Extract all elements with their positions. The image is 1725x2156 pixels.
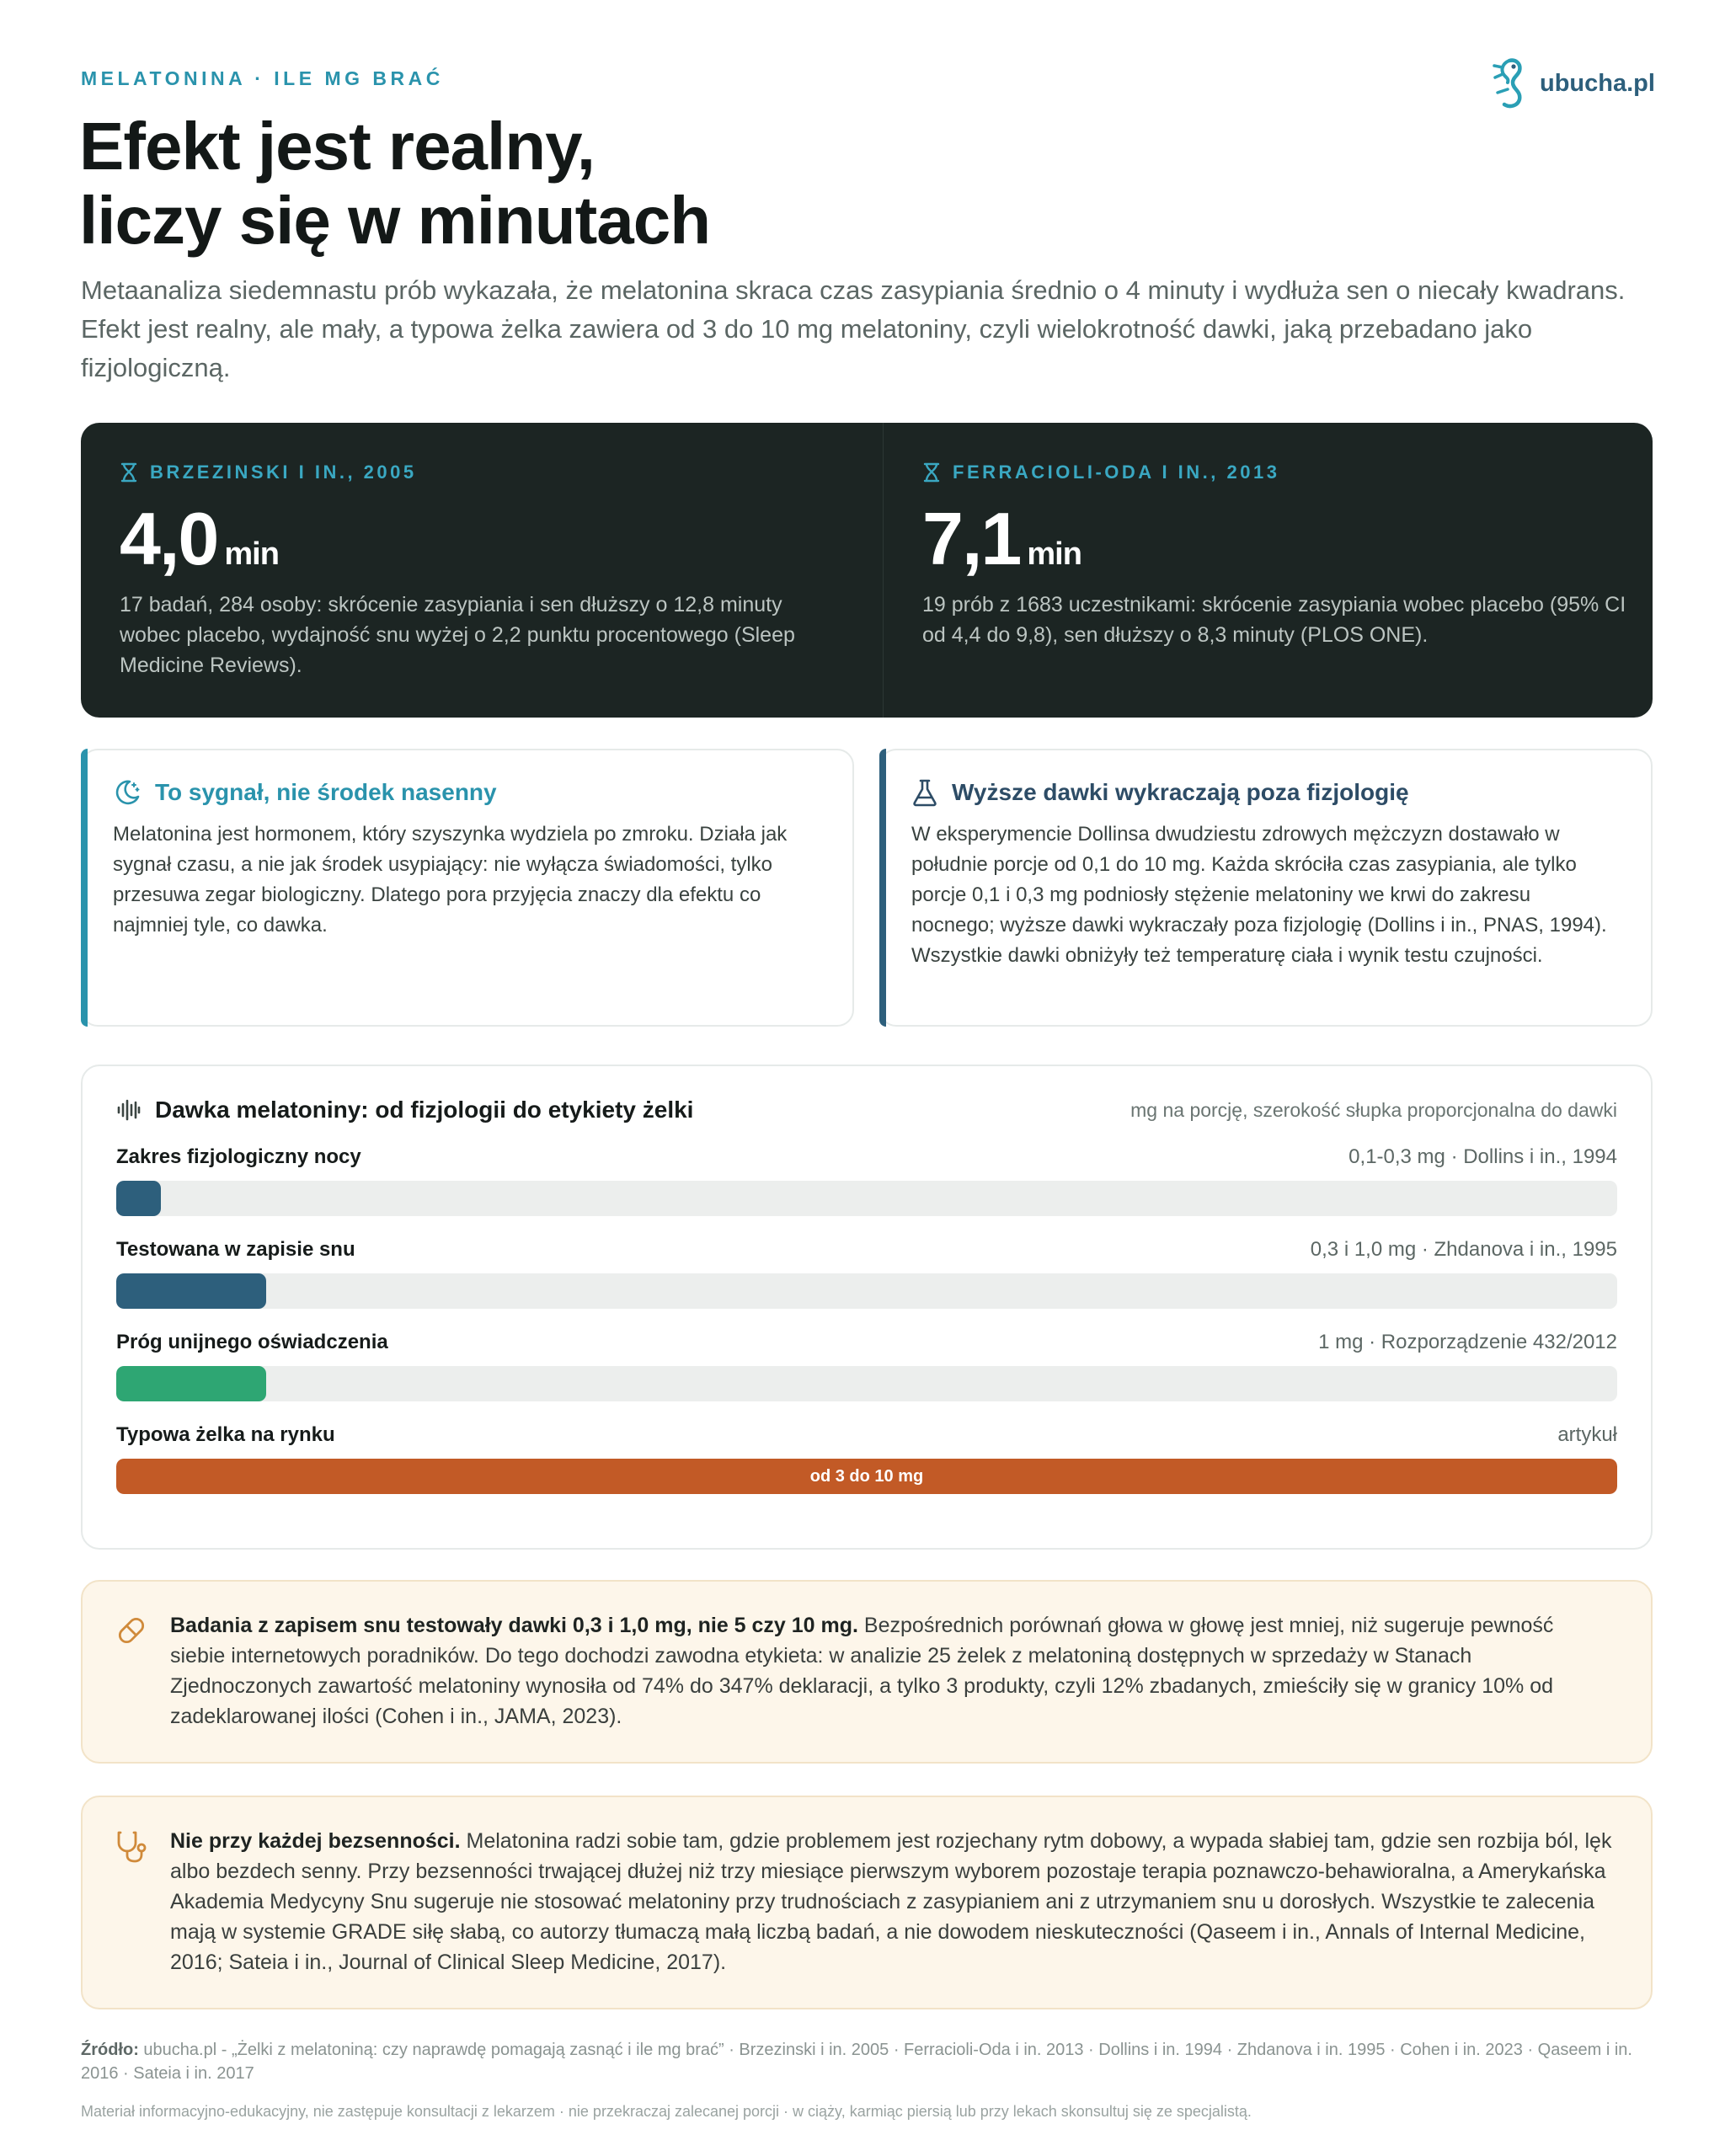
seahorse-logo-icon	[1487, 56, 1528, 111]
pill-icon	[115, 1614, 148, 1647]
dose-row-meta: artykuł	[1557, 1423, 1617, 1446]
stat-number: 7,1	[922, 497, 1021, 580]
stat-description: 19 prób z 1683 uczestnikami: skrócenie zasypiania wobec placebo (95% CI od 4,4 do 9,8), sen dłuższy o 8,3 minuty (PLOS ONE).	[922, 593, 1626, 647]
stat-value	[120, 499, 844, 579]
stat-card-brzezinski	[81, 423, 883, 718]
dose-chart-header	[116, 1097, 1617, 1123]
stat-label	[922, 462, 1647, 483]
callout-body: Bezpośrednich porównań głowa w głowę jest mniej, niż sugeruje pewność siebie internetowych poradników. Do tego dochodzi zawodna etykieta: w analizie 25 żelek z melatoniną dostępnych w sprzedaży w Stanach Zjednoczonych zawartość melatoniny wynosiła od 74% do 347% deklaracji, a tylko 3 produkty, czyli 12% zbadanych, zmieściły się w granicy 10% od zadeklarowanej ilości (Cohen i in., JAMA, 2023).	[170, 1614, 1554, 1728]
dose-bar-fill	[116, 1273, 266, 1309]
dose-row-label: Typowa żelka na rynku	[116, 1423, 335, 1446]
info-card-title	[113, 776, 819, 809]
moon-icon	[113, 778, 142, 807]
dose-bar-track	[116, 1366, 1617, 1401]
title-line-1: Efekt jest realny,	[79, 109, 595, 184]
stat-card-ferracioli	[883, 423, 1653, 718]
info-card-title	[911, 776, 1617, 809]
dose-bar-label	[116, 1366, 266, 1401]
callout-lead: Nie przy każdej bezsenności.	[170, 1829, 461, 1853]
dose-chart-note: mg na porcję, szerokość słupka proporcjonalna do dawki	[1130, 1098, 1617, 1121]
eyebrow: MELATONINA · ILE MG BRAĆ	[81, 67, 444, 89]
dose-bar-track	[116, 1273, 1617, 1309]
source-note	[81, 2038, 1648, 2085]
callout-lead: Badania z zapisem snu testowały dawki 0,3 i 1,0 mg, nie 5 czy 10 mg.	[170, 1614, 858, 1637]
dose-row	[116, 1329, 1617, 1401]
source-text: ubucha.pl - „Żelki z melatoniną: czy naprawdę pomagają zasnąć i ile mg brać” · Brzezinski i in. 2005 · Ferracioli-Oda i in. 2013 · Dollins i in. 1994 · Zhdanova i in. 1995 · Cohen i in. 2023 · Qaseem i in. 2016 · Sateia i in. 2017	[81, 2041, 1632, 2083]
brand-name: ubucha.pl	[1540, 69, 1655, 97]
waveform-icon	[116, 1097, 142, 1123]
brand-logo[interactable]	[1487, 56, 1655, 111]
dose-row-meta: 0,1-0,3 mg · Dollins i in., 1994	[1348, 1145, 1617, 1168]
dose-row-label: Próg unijnego oświadczenia	[116, 1331, 388, 1353]
title-line-2: liczy się w minutach	[79, 183, 711, 258]
dose-row-meta: 0,3 i 1,0 mg · Zhdanova i in., 1995	[1310, 1238, 1617, 1261]
info-card-text: W eksperymencie Dollinsa dwudziestu zdrowych mężczyzn dostawało w południe porcje od 0,1 do 10 mg. Każda skróciła czas zasypiania, ale tylko porcje 0,1 i 0,3 mg podniosły stężenie melatoniny we krwi do zakresu nocnego; wyższe dawki wykraczały poza fizjologię (Dollins i in., PNAS, 1994). Wszystkie dawki obniżyły też temperaturę ciała i wynik testu czujności.	[911, 823, 1607, 967]
stethoscope-icon	[115, 1829, 148, 1865]
dose-row-meta: 1 mg · Rozporządzenie 432/2012	[1318, 1331, 1617, 1353]
dose-bar-fill	[116, 1181, 161, 1216]
disclaimer: Materiał informacyjno-edukacyjny, nie zastępuje konsultacji z lekarzem · nie przekraczaj zalecanej porcji · w ciąży, karmiąc piersią lub przy lekach skonsultuj się ze specjalistą.	[81, 2103, 1252, 2120]
stat-number: 4,0	[120, 497, 218, 580]
stat-label-text: FERRACIOLI-ODA I IN., 2013	[953, 462, 1280, 483]
stat-unit: min	[1027, 536, 1081, 572]
hourglass-icon	[922, 462, 941, 483]
info-card-text: Melatonina jest hormonem, który szyszynka wydziela po zmroku. Działa jak sygnał czasu, a nie jak środek usypiający: nie wyłącza świadomości, tylko przesuwa zegar biologiczny. Dlatego pora przyjęcia znaczy dla efektu co najmniej tyle, co dawka.	[113, 823, 788, 937]
stat-label	[120, 462, 844, 483]
dose-chart	[81, 1065, 1653, 1550]
dose-row	[116, 1144, 1617, 1216]
dose-bar-fill	[116, 1366, 266, 1401]
dose-chart-title-text: Dawka melatoniny: od fizjologii do etykiety żelki	[155, 1097, 694, 1123]
stat-unit: min	[224, 536, 279, 572]
flask-icon	[911, 778, 938, 807]
info-card-signal	[81, 749, 854, 1027]
dose-row-label: Testowana w zapisie snu	[116, 1238, 355, 1261]
stat-label-text: BRZEZINSKI I IN., 2005	[150, 462, 417, 483]
page-title	[79, 109, 710, 258]
info-card-title-text: Wyższe dawki wykraczają poza fizjologię	[952, 779, 1409, 805]
dose-bar-label	[116, 1273, 266, 1309]
dose-bar-track	[116, 1181, 1617, 1216]
hourglass-icon	[120, 462, 138, 483]
dose-bar-label: od 3 do 10 mg	[809, 1466, 924, 1486]
stats-panel	[81, 423, 1653, 718]
info-card-title-text: To sygnał, nie środek nasenny	[155, 779, 497, 805]
callout-dosage-evidence	[81, 1580, 1653, 1764]
dose-row-label: Zakres fizjologiczny nocy	[116, 1145, 361, 1168]
callout-text	[170, 1610, 1614, 1732]
callout-body: Melatonina radzi sobie tam, gdzie problemem jest rozjechany rytm dobowy, a wypada słabiej tam, gdzie sen rozbija ból, lęk albo bezdech senny. Przy bezsenności trwającej dłużej niż trzy miesiące pierwszym wyborem pozostaje terapia poznawczo-behawioralna, a Amerykańska Akademia Medycyny Snu sugeruje nie stosować melatoniny przy trudnościach z zasypianiem ani z utrzymaniem snu u dorosłych. Wszystkie te zalecenia mają w systemie GRADE siłę słabą, co autorzy tłumaczą małą liczbą badań, a nie dowodem nieskuteczności (Qaseem i in., Annals of Internal Medicine, 2016; Sateia i in., Journal of Clinical Sleep Medicine, 2017).	[170, 1829, 1612, 1974]
source-label: Źródło:	[81, 2041, 139, 2059]
dose-row	[116, 1236, 1617, 1309]
stat-description: 17 badań, 284 osoby: skrócenie zasypiania i sen dłuższy o 12,8 minuty wobec placebo, wydajność snu wyżej o 2,2 punktu procentowego (Sleep Medicine Reviews).	[120, 593, 795, 677]
dose-chart-title	[116, 1097, 693, 1123]
info-card-physiology	[879, 749, 1653, 1027]
callout-insomnia	[81, 1796, 1653, 2009]
dose-row	[116, 1422, 1617, 1494]
callout-text	[170, 1826, 1614, 1977]
dose-bar-track	[116, 1459, 1617, 1494]
intro-paragraph: Metaanaliza siedemnastu prób wykazała, że melatonina skraca czas zasypiania średnio o 4 minuty i wydłuża sen o niecały kwadrans. Efekt jest realny, ale mały, a typowa żelka zawiera od 3 do 10 mg melatoniny, czyli wielokrotność dawki, jaką przebadano jako fizjologiczną.	[81, 275, 1626, 382]
info-cards	[81, 749, 1653, 1027]
stat-value	[922, 499, 1647, 579]
dose-bar-fill	[116, 1459, 1617, 1494]
dose-bar-label	[116, 1181, 161, 1216]
